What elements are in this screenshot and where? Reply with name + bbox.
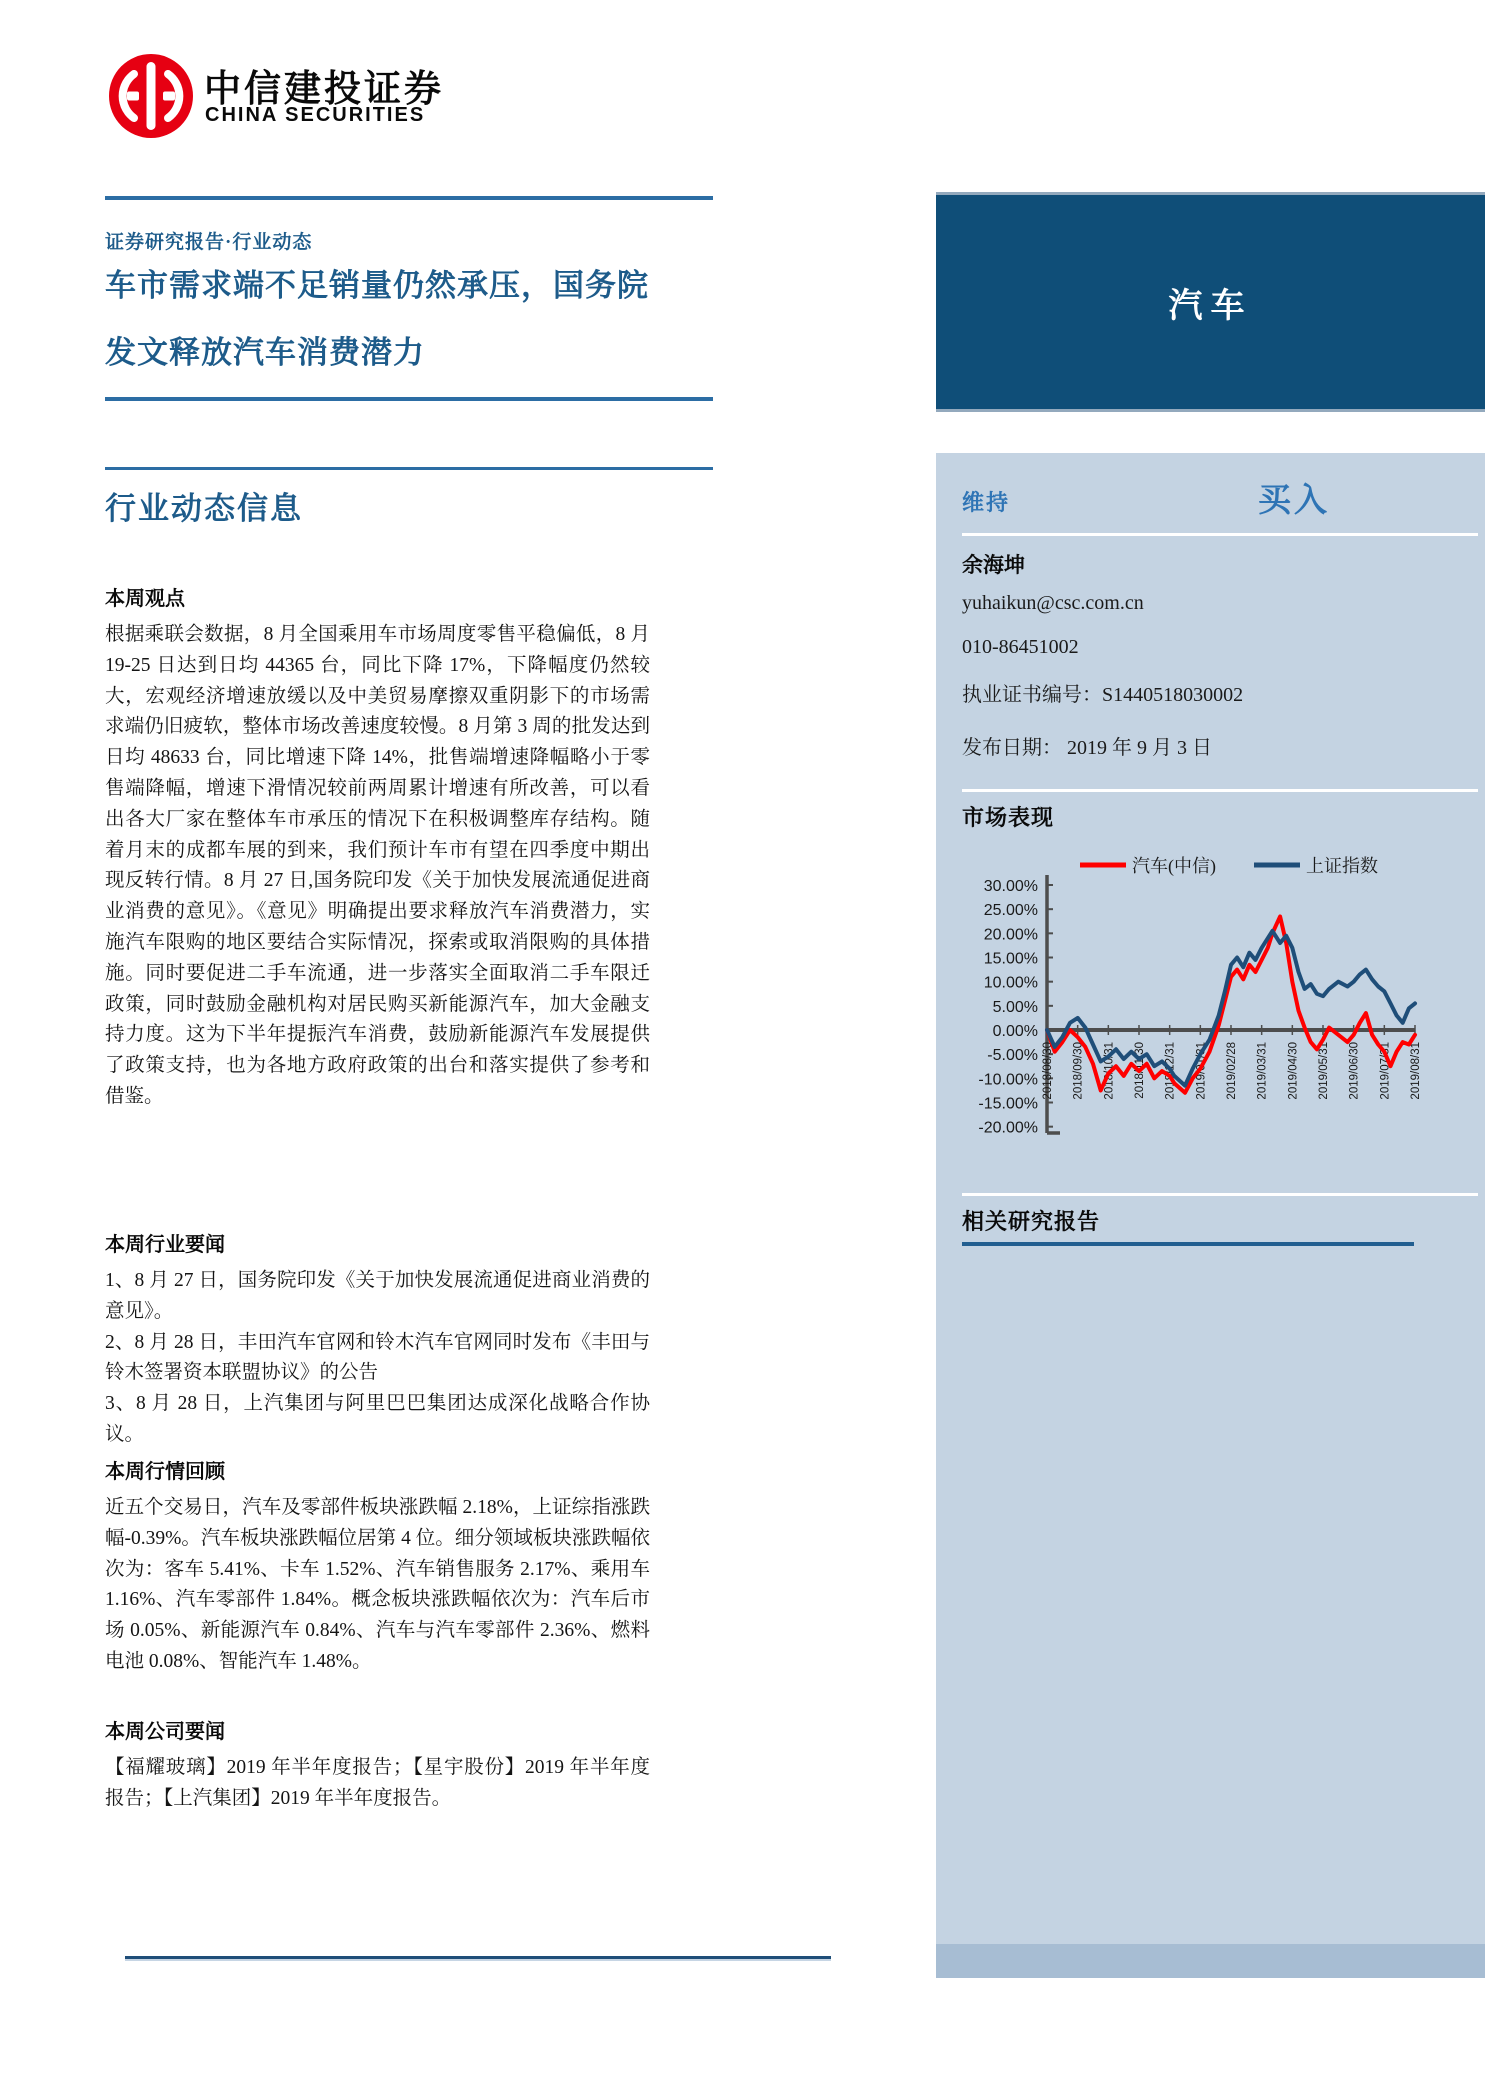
analyst-license: 执业证书编号：S1440518030002 — [962, 684, 1244, 706]
company-news-section — [105, 1715, 650, 1815]
market-performance-chart — [955, 845, 1433, 1150]
x-tick-label: 2018/10/31 — [1103, 1042, 1116, 1100]
block-heading-weekly-view: 本周观点 — [105, 588, 185, 610]
y-tick-label: 20.00% — [983, 926, 1038, 944]
x-tick-label: 2019/05/31 — [1318, 1042, 1330, 1100]
title-underline — [105, 397, 713, 401]
citic-logo-icon — [107, 52, 195, 140]
analyst-name: 余海坤 — [962, 553, 1025, 577]
report-title-line1: 车市需求端不足销量仍然承压，国务院 — [105, 268, 649, 303]
x-tick-label: 2019/03/31 — [1256, 1042, 1269, 1100]
industry-tag-box — [936, 192, 1485, 412]
x-tick-label: 2018/12/31 — [1164, 1042, 1177, 1100]
y-tick-label: -20.00% — [978, 1119, 1038, 1137]
x-tick-label: 2018/09/30 — [1072, 1042, 1085, 1100]
rating-action: 维持 — [962, 490, 1011, 515]
block-heading-industry-news: 本周行业要闻 — [105, 1234, 225, 1256]
x-tick-label: 2018/11/30 — [1134, 1042, 1146, 1099]
legend-label: 汽车(中信) — [1132, 856, 1216, 876]
related-reports-divider — [962, 1242, 1414, 1246]
x-tick-label: 2018/08/30 — [1042, 1042, 1054, 1100]
brand-name-en: CHINA SECURITIES — [205, 104, 426, 126]
y-tick-label: 30.00% — [983, 878, 1038, 896]
block-heading-market-review: 本周行情回顾 — [105, 1461, 225, 1483]
y-tick-label: 0.00% — [992, 1023, 1038, 1040]
x-tick-label: 2019/07/31 — [1379, 1042, 1392, 1100]
company-news-paragraph: 【福耀玻璃】2019 年半年度报告；【星宇股份】2019 年半年度报告；【上汽集团】2019 年半年度报告。 — [105, 1757, 650, 1809]
section-title: 行业动态信息 — [105, 491, 303, 526]
side-panel-footer — [936, 1944, 1485, 1978]
y-tick-label: -5.00% — [987, 1047, 1038, 1065]
x-tick-label: 2019/02/28 — [1226, 1042, 1238, 1100]
x-tick-label: 2019/08/31 — [1410, 1042, 1422, 1100]
brand-name-cn: 中信建投证券 — [204, 68, 444, 109]
analyst-email: yuhaikun@csc.com.cn — [962, 592, 1144, 614]
y-tick-label: 5.00% — [992, 998, 1038, 1016]
market-review-paragraph: 近五个交易日，汽车及零部件板块涨跌幅 2.18%，上证综指涨跌幅-0.39%。汽车板块涨跌幅位居第 4 位。细分领域板块涨跌幅依次为：客车 5.41%、卡车 1.52%、汽车销售服务 2.17%、乘用车 1.16%、汽车零部件 1.84%。概念板块涨跌幅依次为：汽车后市场 0.05%、新能源汽车 0.84%、汽车与汽车零部件 2.36%、燃料电池 0.08%、智能汽车 1.48%。 — [105, 1497, 650, 1672]
publish-date: 发布日期： 2019 年 9 月 3 日 — [962, 737, 1212, 759]
header-divider — [105, 196, 713, 200]
y-tick-label: 25.00% — [983, 902, 1038, 920]
related-reports-heading: 相关研究报告 — [962, 1209, 1101, 1234]
weekly-view-section — [105, 582, 650, 1113]
section-divider — [105, 467, 713, 470]
industry-tag: 汽车 — [1168, 287, 1253, 325]
analyst-phone: 010-86451002 — [962, 636, 1079, 658]
y-tick-label: -15.00% — [978, 1095, 1038, 1113]
x-tick-label: 2019/01/31 — [1195, 1042, 1208, 1100]
panel-separator — [962, 1193, 1478, 1196]
block-heading-company-news: 本周公司要闻 — [105, 1721, 225, 1743]
legend-label: 上证指数 — [1306, 856, 1378, 876]
x-tick-label: 2019/06/30 — [1348, 1042, 1361, 1100]
panel-separator — [962, 789, 1478, 792]
y-tick-label: -10.00% — [978, 1071, 1038, 1089]
y-tick-label: 15.00% — [983, 950, 1038, 968]
rating-value: 买入 — [1258, 483, 1330, 519]
report-type-label: 证券研究报告·行业动态 — [105, 232, 313, 253]
market-review-section — [105, 1455, 650, 1678]
industry-news-item: 3、8 月 28 日，上汽集团与阿里巴巴集团达成深化战略合作协议。 — [105, 1393, 650, 1445]
panel-separator — [962, 533, 1478, 536]
industry-news-item: 2、8 月 28 日，丰田汽车官网和铃木汽车官网同时发布《丰田与铃木签署资本联盟协议》的公告 — [105, 1331, 650, 1384]
report-title-line2: 发文释放汽车消费潜力 — [105, 335, 425, 370]
footer-divider — [125, 1956, 831, 1961]
y-tick-label: 10.00% — [983, 974, 1038, 992]
side-panel — [936, 453, 1485, 1944]
x-tick-label: 2019/04/30 — [1287, 1042, 1300, 1100]
market-performance-heading: 市场表现 — [962, 805, 1055, 830]
weekly-view-paragraph: 根据乘联会数据，8 月全国乘用车市场周度零售平稳偏低，8 月 19-25 日达到日均 44365 台，同比下降 17%，下降幅度仍然较大，宏观经济增速放缓以及中美贸易摩擦双重阴影下的市场需求端仍旧疲软，整体市场改善速度较慢。8 月第 3 周的批发达到日均 48633 台，同比增速下降 14%，批售端增速降幅略小于零售端降幅，增速下滑情况较前两周累计增速有所改善，可以看出各大厂家在整体车市承压的情况下在积极调整库存结构。随着月末的成都车展的到来，我们预计车市有望在四季度中期出现反转行情。8 月 27 日,国务院印发《关于加快发展流通促进商业消费的意见》。《意见》明确提出要求释放汽车消费潜力，实施汽车限购的地区要结合实际情况，探索或取消限购的具体措施。同时要促进二手车流通，进一步落实全面取消二手车限迁政策，同时鼓励金融机构对居民购买新能源汽车，加大金融支持力度。这为下半年提振汽车消费，鼓励新能源汽车发展提供了政策支持，也为各地方政府政策的出台和落实提供了参考和借鉴。 — [105, 624, 650, 1107]
industry-news-item: 1、8 月 27 日，国务院印发《关于加快发展流通促进商业消费的意见》。 — [105, 1270, 650, 1322]
industry-news-section — [105, 1228, 650, 1451]
report-title — [105, 252, 745, 386]
